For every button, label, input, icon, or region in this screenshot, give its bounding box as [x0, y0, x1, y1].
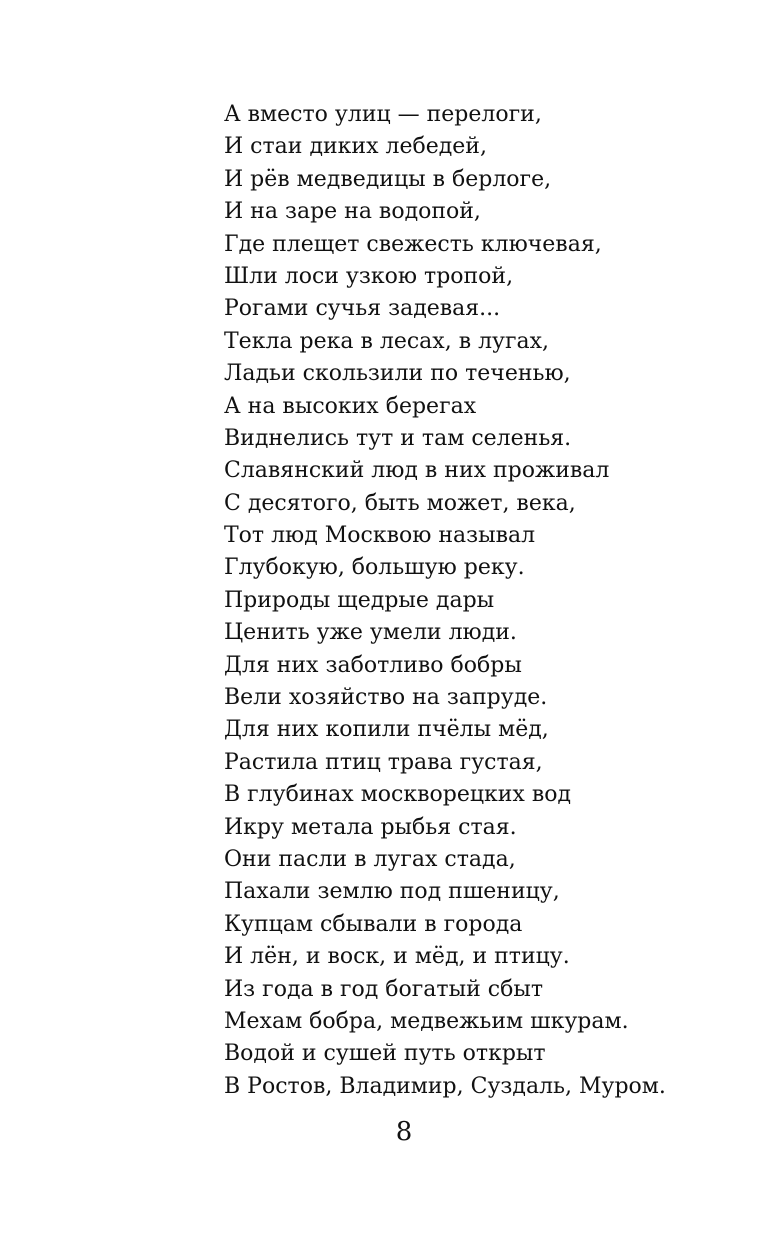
- poem-line: Шли лоси узкою тропой,: [224, 263, 514, 289]
- poem-line: А на высоких берегах: [224, 393, 477, 419]
- poem-line: Природы щедрые дары: [224, 587, 495, 613]
- poem-line: Рогами сучья задевая...: [224, 296, 501, 322]
- page-number: 8: [395, 1117, 413, 1147]
- poem-line: Вели хозяйство на запруде.: [224, 685, 548, 711]
- poem-line: В глубинах москворецких вод: [224, 782, 571, 808]
- poem-line: Пахали землю под пшеницу,: [224, 879, 560, 905]
- poem-line: И рёв медведицы в берлоге,: [224, 166, 552, 192]
- poem-line: Глубокую, большую реку.: [224, 555, 525, 581]
- poem-line: Для них копили пчёлы мёд,: [224, 717, 549, 743]
- poem-line: В Ростов, Владимир, Суздаль, Муром.: [224, 1073, 666, 1099]
- poem-line: Ценить уже умели люди.: [224, 620, 517, 646]
- poem-line: С десятого, быть может, века,: [224, 490, 576, 516]
- poem-line: Икру метала рыбья стая.: [224, 814, 517, 840]
- poem-line: И на заре на водопой,: [224, 199, 481, 225]
- poem-line: Текла река в лесах, в лугах,: [224, 328, 550, 354]
- poem-line: Они пасли в лугах стада,: [224, 846, 516, 872]
- poem-line: Тот люд Москвою называл: [224, 523, 536, 549]
- poem-line: Для них заботливо бобры: [224, 652, 522, 678]
- poem-line: Где плещет свежесть ключевая,: [224, 231, 602, 257]
- poem-line: Виднелись тут и там селенья.: [224, 425, 572, 451]
- poem-line: Купцам сбывали в города: [224, 911, 523, 937]
- poem-line: Водой и сушей путь открыт: [224, 1041, 546, 1067]
- poem-line: А вместо улиц — перелоги,: [224, 102, 542, 127]
- poem-line: И лён, и воск, и мёд, и птицу.: [224, 944, 570, 970]
- poem-line: Мехам бобра, медвежьим шкурам.: [224, 1008, 629, 1034]
- poem-line: Славянский люд в них проживал: [224, 458, 610, 484]
- poem-line: Ладьи скользили по теченью,: [224, 361, 571, 387]
- poem-text: [224, 99, 666, 1103]
- poem-line: Из года в год богатый сбыт: [224, 976, 544, 1002]
- poem-line: И стаи диких лебедей,: [224, 134, 487, 160]
- poem-line: Растила птиц трава густая,: [224, 749, 543, 775]
